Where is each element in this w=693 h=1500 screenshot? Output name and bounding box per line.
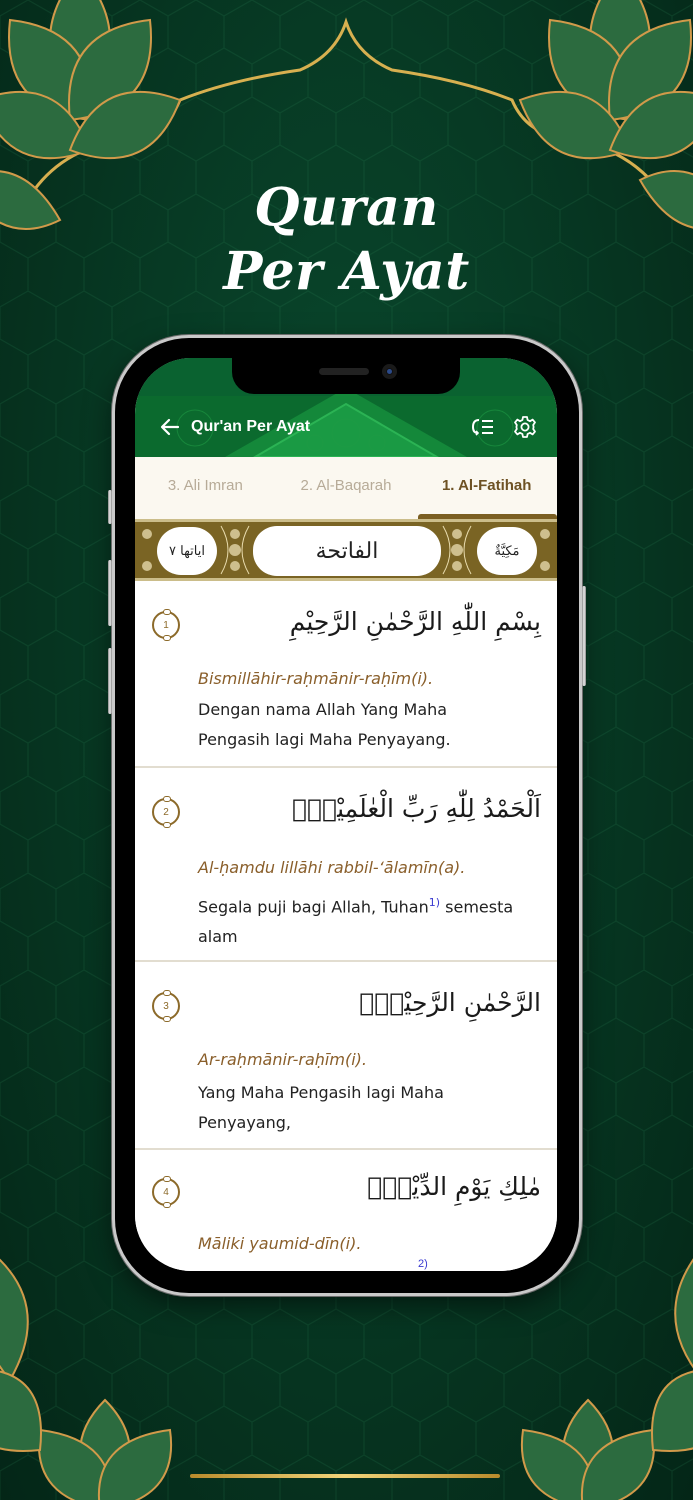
jump-to-ayat-button[interactable] xyxy=(469,413,497,441)
phone-mockup xyxy=(115,338,579,1293)
ayat-number-badge: 1 xyxy=(152,611,180,639)
promo-headline-line2: Per Ayat xyxy=(223,241,470,302)
silent-switch xyxy=(108,490,112,524)
tab-ali-imran[interactable]: 3. Ali Imran xyxy=(167,477,243,494)
earpiece-speaker xyxy=(319,368,369,375)
ayat-item[interactable] xyxy=(135,581,557,768)
ayat-number-badge: 2 xyxy=(152,798,180,826)
ayat-list xyxy=(135,581,557,1271)
tab-al-fatihah[interactable]: 1. Al-Fatihah xyxy=(416,457,557,519)
promo-headline-line1: Quran xyxy=(254,177,439,238)
arrow-left-icon xyxy=(160,417,180,437)
ayat-transliteration: Al-ḥamdu lillāhi rabbil-‘ālamīn(a). xyxy=(198,858,466,877)
ayat-translation: Dengan nama Allah Yang Maha Pengasih lagi Maha Penyayang. xyxy=(198,700,451,749)
footnote-link[interactable]: 1) xyxy=(428,896,441,909)
app-title: Qur'an Per Ayat xyxy=(191,418,311,435)
gear-icon xyxy=(513,415,537,439)
footnote-link[interactable]: 2) xyxy=(418,1258,428,1270)
ayat-item[interactable] xyxy=(135,768,557,962)
volume-up-button xyxy=(108,560,112,626)
translation-text: semesta alam xyxy=(198,897,514,947)
app-screen xyxy=(135,358,557,1271)
back-button[interactable] xyxy=(155,412,185,442)
notch xyxy=(232,358,460,394)
ayat-arabic-text: بِسْمِ اللّٰهِ الرَّحْمٰنِ الرَّحِيْمِ xyxy=(289,607,541,636)
ayat-number-badge: 3 xyxy=(152,992,180,1020)
surah-header-banner xyxy=(135,519,557,581)
ayat-translation xyxy=(198,888,518,952)
power-button xyxy=(582,586,586,686)
front-camera xyxy=(382,364,397,379)
ayat-transliteration: Māliki yaumid-dīn(i). xyxy=(198,1234,362,1253)
ayat-transliteration: Ar-raḥmānir-raḥīm(i). xyxy=(198,1050,367,1069)
ayat-arabic-text: مٰلِكِ يَوْمِ الدِّيْنِۗ xyxy=(367,1172,541,1201)
tab-al-baqarah[interactable]: 2. Al-Baqarah xyxy=(300,477,392,494)
surah-name-arabic: الفاتحة xyxy=(253,526,441,576)
volume-down-button xyxy=(108,648,112,714)
ayat-transliteration: Bismillāhir-raḥmānir-raḥīm(i). xyxy=(198,669,434,688)
ayat-item[interactable] xyxy=(135,1150,557,1271)
ayat-arabic-text: اَلْحَمْدُ لِلّٰهِ رَبِّ الْعٰلَمِيْنَۙ xyxy=(292,794,541,823)
translation-text: Segala puji bagi Allah, Tuhan xyxy=(198,897,429,917)
ayat-translation: Yang Maha Pengasih lagi Maha Penyayang, xyxy=(198,1083,444,1132)
surah-tabs xyxy=(135,457,557,519)
ayat-arabic-text: الرَّحْمٰنِ الرَّحِيْمِۙ xyxy=(359,988,541,1017)
list-jump-icon xyxy=(471,417,495,437)
ayat-number-badge: 4 xyxy=(152,1178,180,1206)
ayat-item[interactable] xyxy=(135,962,557,1150)
settings-button[interactable] xyxy=(511,413,539,441)
revelation-place-label: مَكِيَّةٌ xyxy=(477,527,537,575)
ayat-count-label: اياتها ٧ xyxy=(157,527,217,575)
gold-divider-line xyxy=(190,1474,500,1478)
